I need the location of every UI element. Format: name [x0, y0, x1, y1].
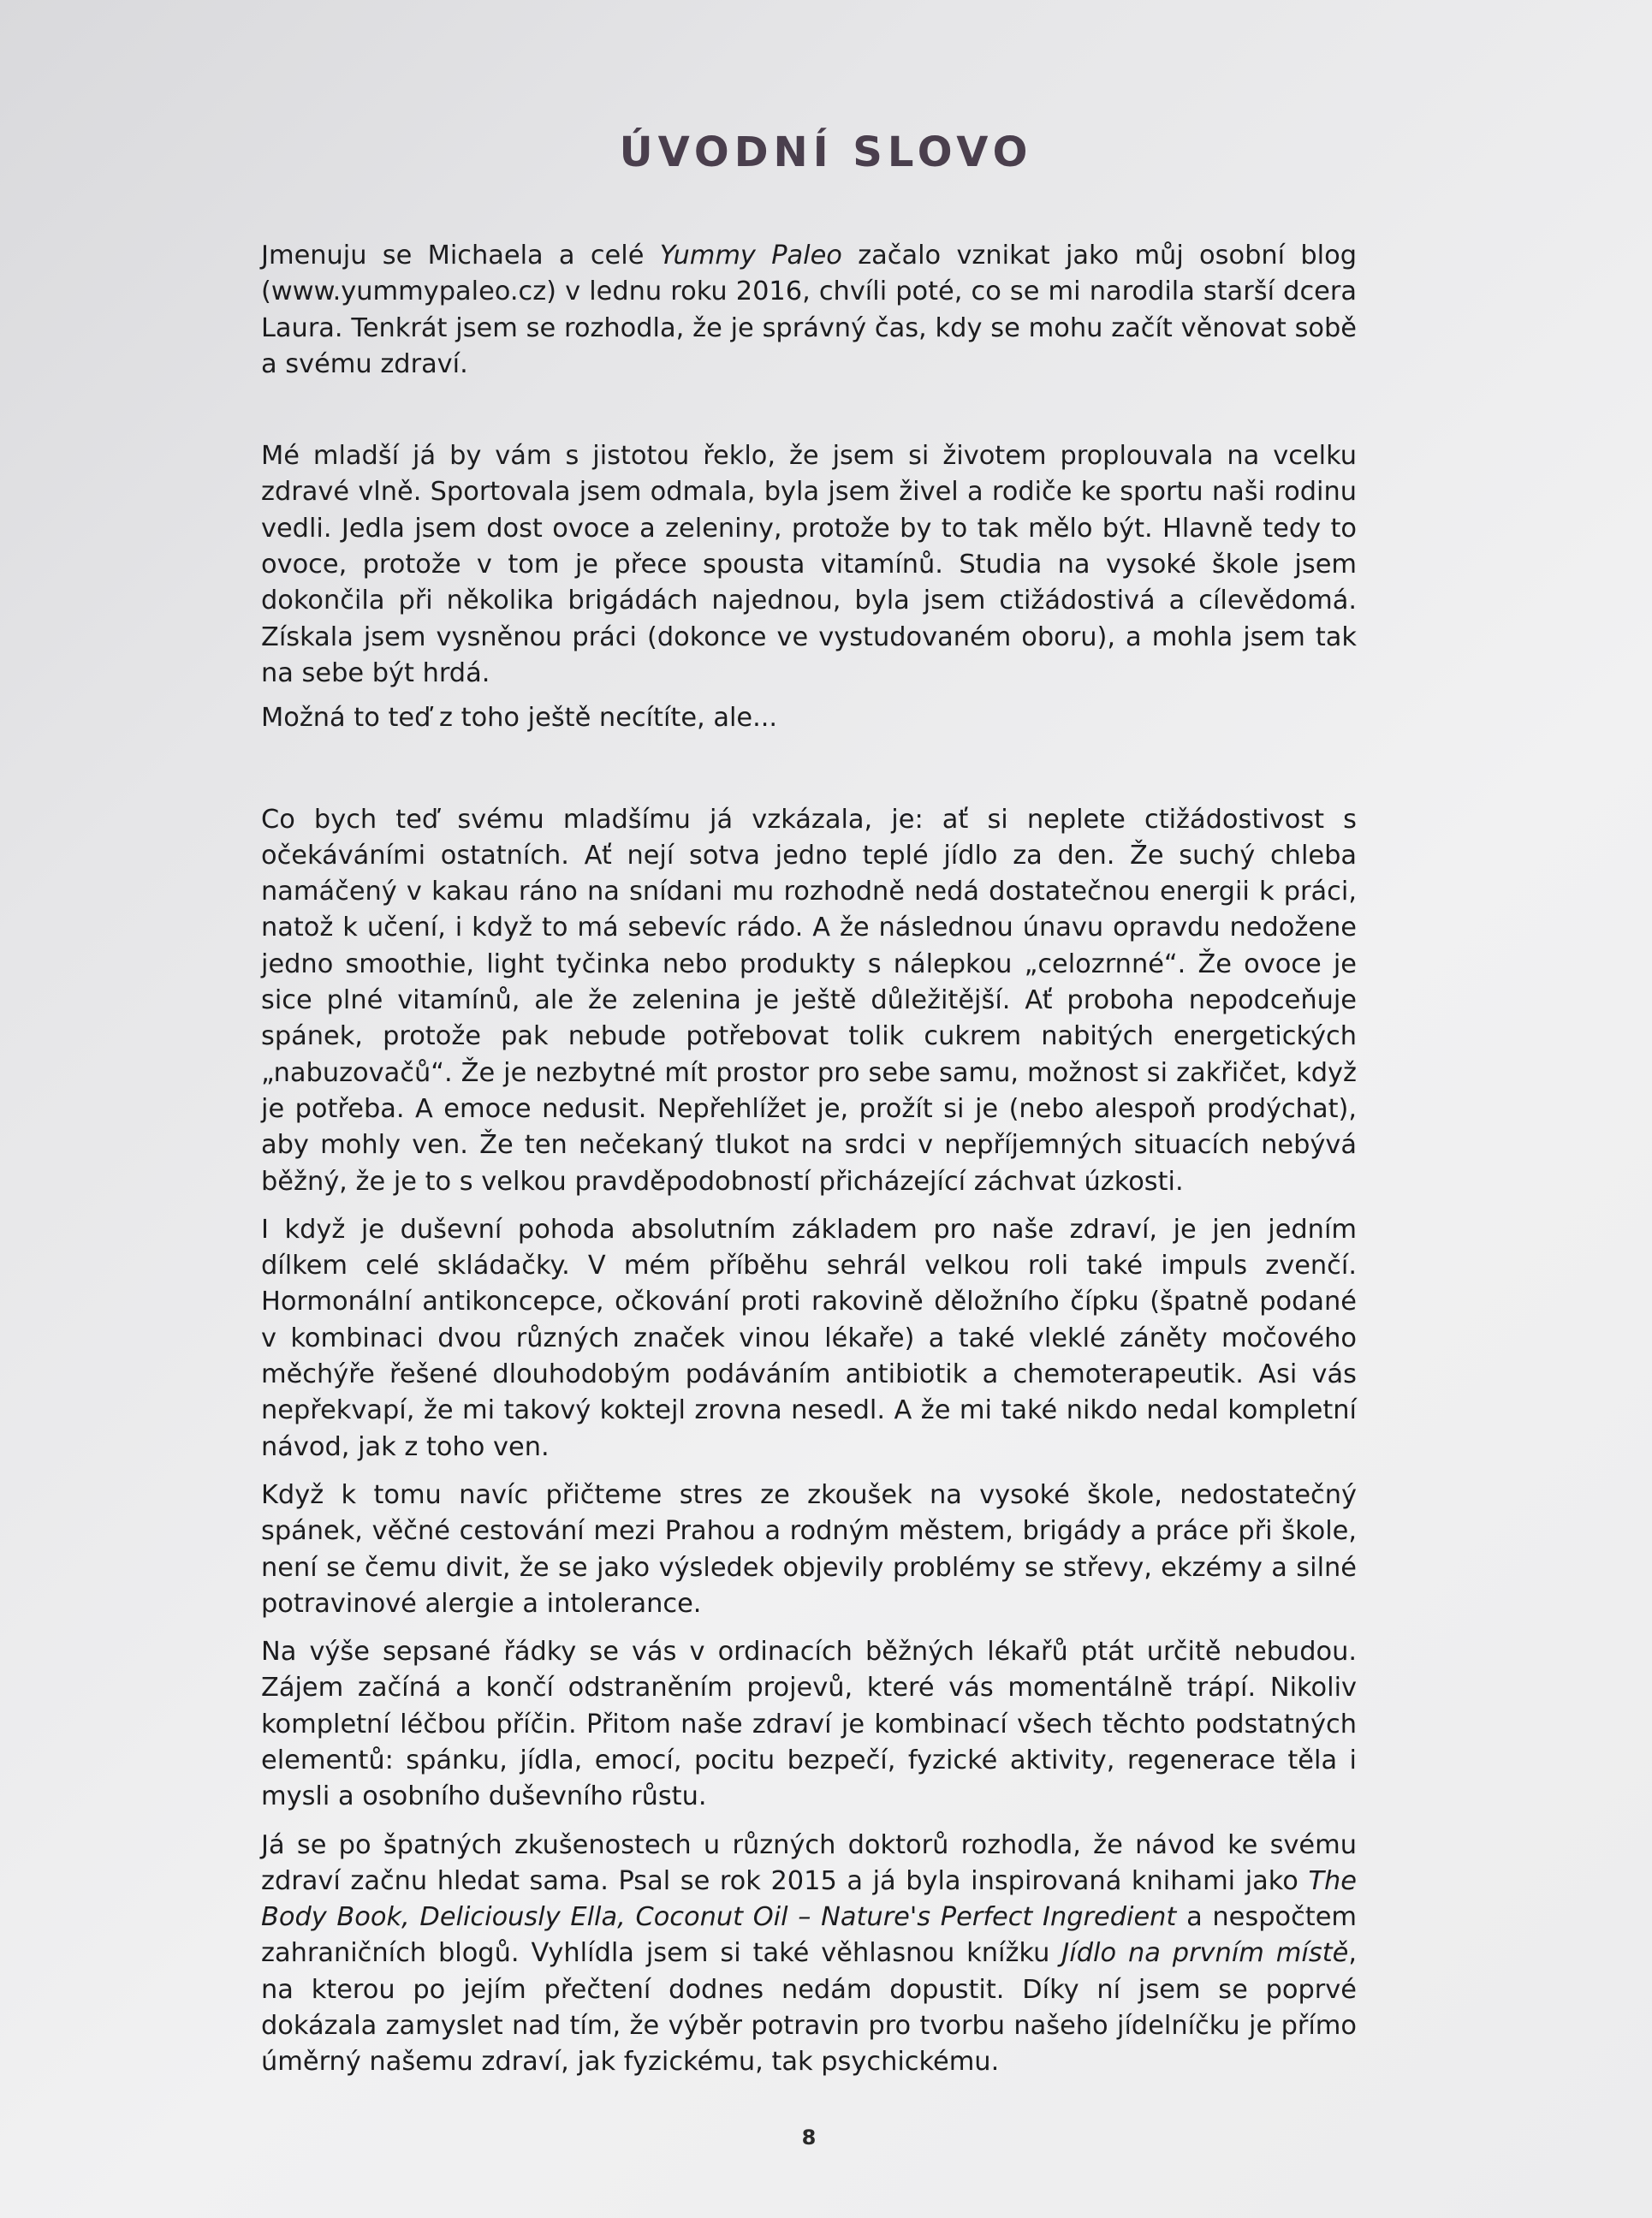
paragraph-wellbeing: I když je duševní pohoda absolutním základem pro naše zdraví, je jen jedním dílkem celé skládačky. V mém příběhu sehrál velkou roli také impuls zvenčí. Hormonální antikoncepce, očkování proti rakovině děložního čípku (špatně podané v kombinaci dvou různých značek vinou lékaře) a také vleklé záněty močového měchýře řešené dlouhodobým podáváním antibiotik a chemoterapeutik. Asi vás nepřekvapí, že mi takový koktejl zrovna nesedl. A že mi také nikdo nedal kompletní návod, jak z toho ven.	[261, 1214, 1357, 1462]
paragraph-message: Co bych teď svému mladšímu já vzkázala, je: ať si neplete ctižádostivost s očekáváními ostatních. Ať nejí sotva jedno teplé jídlo za den. Že suchý chleba namáčený v kakau ráno na snídani mu rozhodně nedá dostatečnou energii k práci, natož k učení, i když to má sebevíc rádo. A že následnou únavu opravdu nedožene jedno smoothie, light tyčinka nebo produkty s nálepkou „celozrnné“. Že ovoce je sice plné vitamínů, ale že zelenina je ještě důležitější. Ať proboha nepodceňuje spánek, protože pak nebude potřebovat tolik cukrem nabitých energetických „nabuzovačů“. Že je nezbytné mít prostor pro sebe samu, možnost si zakřičet, když je potřeba. A emoce nedusit. Nepřehlížet je, prožít si je (nebo alespoň prodýchat), aby mohly ven. Že ten nečekaný tlukot na srdci v nepříjemných situacích nebývá běžný, že je to s velkou pravděpodobností přicházející záchvat úzkosti.	[261, 804, 1357, 1197]
book-title: Jídlo na prvním místě	[1061, 1938, 1349, 1969]
blog-name: Yummy Paleo	[659, 241, 842, 271]
paragraph-inspiration	[261, 1828, 1357, 2081]
text-run: , na kterou po jejím přečtení dodnes nedám dopustit. Díky ní jsem se poprvé dokázala zamyslet nad tím, že výběr potravin pro tvorbu našeho jídelníčku je přímo úměrný našemu zdraví, jak fyzickému, tak psychickému.	[261, 1938, 1357, 2078]
text-run: a nespočtem zahraničních blogů. Vyhlídla jsem si také věhlasnou knížku	[261, 1902, 1358, 1969]
text-run: začalo vznikat jako můj osobní blog (www.yummypaleo.cz) v lednu roku 2016, chvíli poté, co se mi narodila starší dcera Laura. Tenkrát jsem se rozhodla, že je správný čas, kdy se mohu začít věnovat sobě a svému zdraví.	[261, 241, 1357, 379]
body-text	[261, 238, 1357, 2081]
paragraph-younger-self: Mé mladší já by vám s jistotou řeklo, že jsem si životem proplouvala na vcelku zdravé vlně. Sportovala jsem odmala, byla jsem živel a rodiče ke sportu naši rodinu vedli. Jedla jsem dost ovoce a zeleniny, protože by to tak mělo být. Hlavně tedy to ovoce, protože v tom je přece spousta vitamínů. Studia na vysoké škole jsem dokončila při několika brigádách najednou, byla jsem ctižádostivá a cílevědomá. Získala jsem vysněnou práci (dokonce ve vystudovaném oboru), a mohla jsem tak na sebe být hrdá.	[261, 441, 1357, 688]
paragraph-doctors: Na výše sepsané řádky se vás v ordinacích běžných lékařů ptát určitě nebudou. Zájem začíná a končí odstraněním projevů, které vás momentálně trápí. Nikoliv kompletní léčbou příčin. Přitom naše zdraví je kombinací všech těchto podstatných elementů: spánku, jídla, emocí, pocitu bezpečí, fyzické aktivity, regenerace těla i mysli a osobního duševního růstu.	[261, 1637, 1357, 1812]
paragraph-stress: Když k tomu navíc přičteme stres ze zkoušek na vysoké škole, nedostatečný spánek, věčné cestování mezi Prahou a rodným městem, brigády a práce při škole, není se čemu divit, že se jako výsledek objevily problémy se střevy, ekzémy a silné potravinové alergie a intolerance.	[261, 1479, 1357, 1619]
page-number: 8	[801, 2126, 817, 2150]
paragraph-intro	[261, 238, 1357, 383]
text-run: Jmenuju se Michaela a celé	[261, 241, 660, 271]
paragraph-teaser: Možná to teď z toho ještě necítíte, ale...	[261, 703, 778, 734]
chapter-title: ÚVODNÍ SLOVO	[619, 128, 1033, 176]
text-run: Já se po špatných zkušenostech u různých doktorů rozhodla, že návod ke svému zdraví začnu hledat sama. Psal se rok 2015 a já byla inspirovaná knihami jako	[261, 1829, 1357, 1896]
book-titles: The Body Book, Deliciously Ella, Coconut Oil – Nature's Perfect Ingredient	[261, 1865, 1357, 1933]
